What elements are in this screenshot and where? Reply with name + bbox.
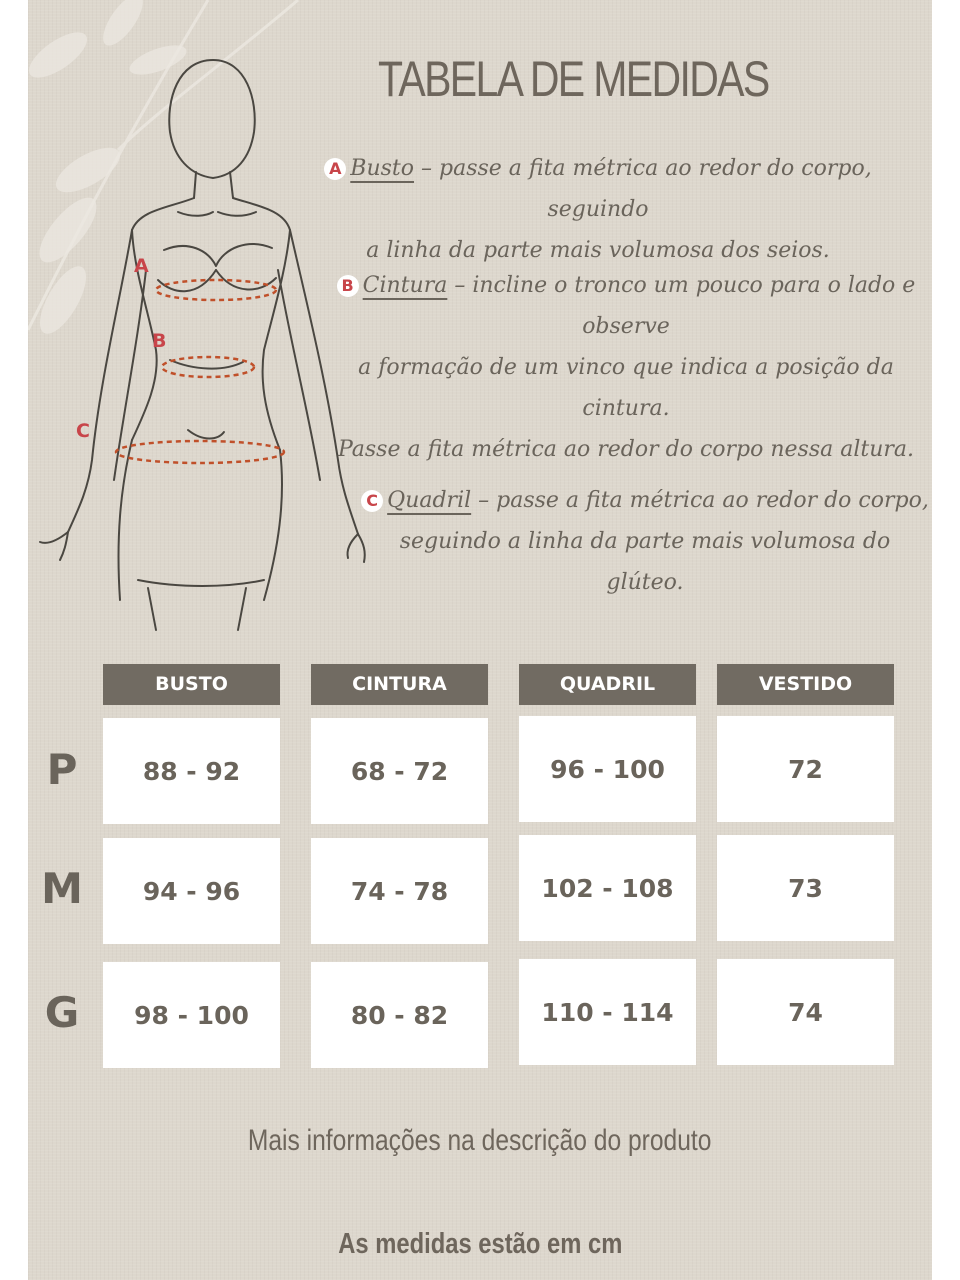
- column-header-quadril: QUADRIL: [519, 664, 696, 705]
- column-header-busto: BUSTO: [103, 664, 280, 705]
- badge-c: C: [361, 490, 383, 512]
- size-label-p: P: [46, 745, 78, 794]
- busto-description: A Busto – passe a fita métrica ao redor do corpo, seguindo a linha da parte mais volumosa dos seios.: [278, 148, 918, 271]
- more-info-note: Mais informações na descrição do produto: [248, 1124, 712, 1157]
- table-cell: 94 - 96: [103, 838, 280, 944]
- size-label-m: M: [41, 864, 83, 913]
- column-header-cintura: CINTURA: [311, 664, 488, 705]
- table-cell: 98 - 100: [103, 962, 280, 1068]
- busto-term: Busto: [350, 156, 415, 181]
- cintura-description: B Cintura – incline o tronco um pouco para o lado e observe a formação de um vinco que indica a posição da cintura. Passe a fita métrica ao redor do corpo nessa altura.: [337, 273, 916, 462]
- quadril-description: C Quadril – passe a fita métrica ao redor do corpo, seguindo a linha da parte mais volumosa do glúteo.: [358, 480, 932, 603]
- marker-b: B: [152, 330, 167, 352]
- table-cell: 73: [717, 835, 894, 941]
- badge-a: A: [324, 158, 346, 180]
- table-cell: 68 - 72: [311, 718, 488, 824]
- table-cell: 80 - 82: [311, 962, 488, 1068]
- size-chart-page: [28, 0, 932, 1280]
- column-header-vestido: VESTIDO: [717, 664, 894, 705]
- table-cell: 88 - 92: [103, 718, 280, 824]
- badge-b: B: [337, 275, 359, 297]
- table-cell: 74 - 78: [311, 838, 488, 944]
- units-note: As medidas estão em cm: [337, 1228, 623, 1260]
- size-label-g: G: [44, 988, 80, 1037]
- table-cell: 96 - 100: [519, 716, 696, 822]
- marker-a: A: [134, 255, 149, 277]
- cintura-term: Cintura: [362, 273, 448, 298]
- quadril-term: Quadril: [387, 488, 472, 513]
- table-cell: 110 - 114: [519, 959, 696, 1065]
- marker-c: C: [76, 420, 90, 442]
- table-cell: 102 - 108: [519, 835, 696, 941]
- page-title: TABELA DE MEDIDAS: [378, 51, 769, 107]
- table-cell: 72: [717, 716, 894, 822]
- table-cell: 74: [717, 959, 894, 1065]
